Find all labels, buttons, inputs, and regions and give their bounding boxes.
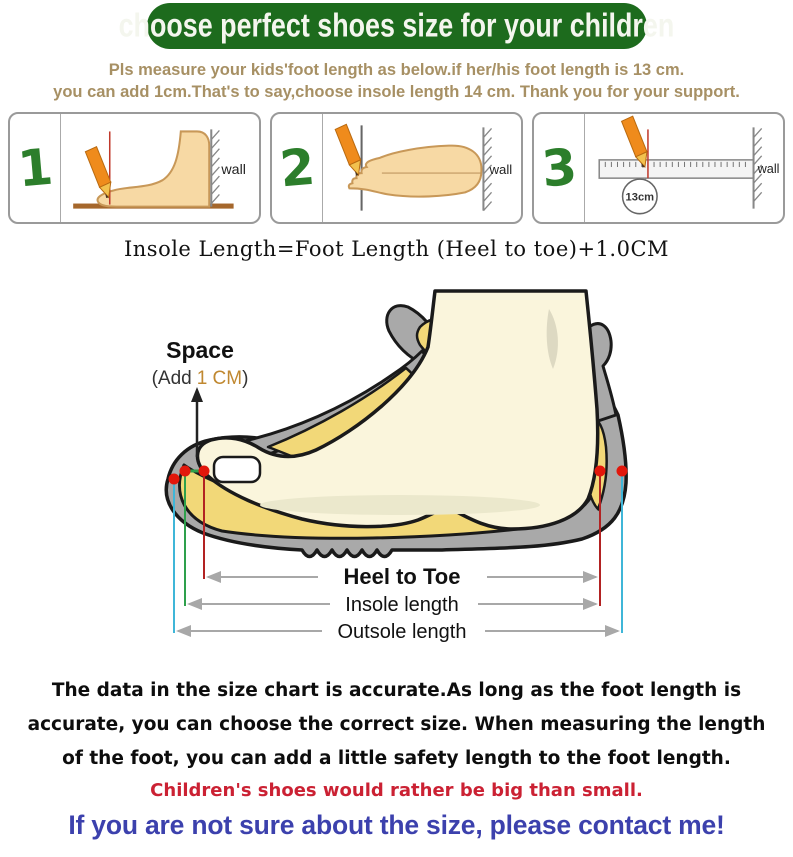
note-line-3: of the foot, you can add a little safety length to the foot length. <box>62 748 731 769</box>
step-3-illustration <box>585 114 783 222</box>
wall-label: wall <box>489 162 513 178</box>
foot-side-illustration <box>98 131 210 206</box>
arrow-left-icon <box>187 598 202 610</box>
foot-top-illustration <box>349 146 482 197</box>
ruler-measure-icon <box>585 114 783 222</box>
arrow-right-icon <box>605 625 620 637</box>
arrow-right-icon <box>583 571 598 583</box>
accuracy-note <box>0 674 793 776</box>
space-label: Space <box>166 337 234 363</box>
foot-side-measure-icon <box>61 114 259 222</box>
outsole-label: Outsole length <box>337 621 467 643</box>
foot-top-measure-icon <box>323 114 521 222</box>
step-number-cell <box>534 114 585 222</box>
measure-value: 13cm <box>625 191 655 204</box>
space-arrowhead-icon <box>191 387 203 402</box>
wall-label: wall <box>221 162 246 179</box>
measuring-steps <box>0 112 793 224</box>
step-number-cell <box>272 114 323 222</box>
arrow-left-icon <box>176 625 191 637</box>
measure-instructions <box>0 59 793 103</box>
step-2-number: 2 <box>277 137 317 199</box>
step-panel-3 <box>532 112 785 224</box>
note-line-1: The data in the size chart is accurate.As long as the foot length is <box>51 680 742 701</box>
step-2-illustration <box>323 114 521 222</box>
arrow-left-icon <box>206 571 221 583</box>
instruction-line-2: you can add 1cm.That's to say,choose insole length 14 cm. Thank you for your support. <box>53 83 740 101</box>
shoe-cross-section-diagram <box>0 267 793 664</box>
ruler <box>599 160 753 178</box>
wall-label: wall <box>757 162 780 177</box>
page-title: choose perfect shoes size for your children <box>118 7 675 44</box>
heel-toe-label: Heel to Toe <box>343 564 461 589</box>
title-banner <box>118 3 675 49</box>
size-warning: Children's shoes would rather be big than small. <box>150 780 643 801</box>
contact-message: If you are not sure about the size, please contact me! <box>68 810 725 840</box>
sole-shading <box>260 495 540 515</box>
step-number-cell <box>10 114 61 222</box>
instruction-line-1: Pls measure your kids'foot length as below.if her/his foot length is 13 cm. <box>108 61 685 79</box>
arrow-right-icon <box>583 598 598 610</box>
insole-label: Insole length <box>345 594 459 616</box>
step-panel-2 <box>270 112 523 224</box>
pencil-icon <box>85 147 110 198</box>
note-line-2: accurate, you can choose the correct size. When measuring the length <box>27 714 766 735</box>
step-1-illustration <box>61 114 259 222</box>
step-3-number: 3 <box>539 137 579 199</box>
toenail <box>214 457 260 482</box>
wall-hatch <box>211 130 219 203</box>
step-panel-1 <box>8 112 261 224</box>
pencil-icon <box>335 124 360 175</box>
insole-formula: Insole Length=Foot Length (Heel to toe)+1.0CM <box>123 237 670 261</box>
step-1-number: 1 <box>15 137 55 199</box>
space-note: (Add 1 CM) <box>151 368 249 389</box>
